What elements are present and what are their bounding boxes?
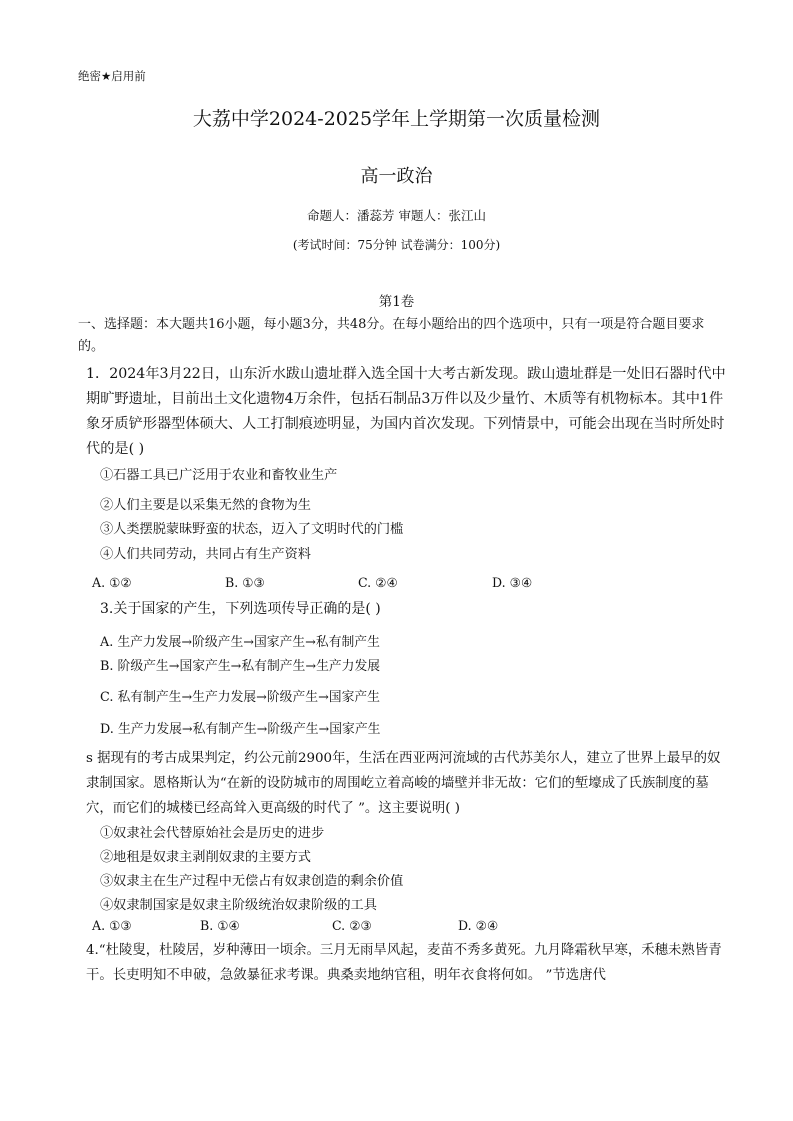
question-3-option-a: A. 生产力发展→阶级产生→国家产生→私有制产生: [100, 635, 380, 650]
question-1-stem: 1．2024年3月22日，山东沂水跋山遗址群入选全国十大考古新发现。跋山遗址群是一处旧石器时代中期旷野遗址，目前出土文化遗物4万余件，包括石制品3万件以及少量竹、木质等有机物标本。其中1件象牙质铲形器型体硕大、人工打制痕迹明显，为国内首次发现。下列情景中，可能会出现在当时所处时代的是( ): [86, 366, 726, 457]
confidential-label: 绝密★启用前: [78, 69, 146, 83]
question-1-option-b: B. ①③: [225, 575, 265, 590]
question-1-option-c: C. ②④: [358, 575, 398, 590]
question-1-item-3: ③人类摆脱蒙昧野蛮的状态，迈入了文明时代的门槛: [100, 522, 404, 537]
question-s-option-b: B. ①④: [200, 918, 240, 933]
question-3-option-b: B. 阶级产生→国家产生→私有制产生→生产力发展: [100, 659, 381, 674]
question-s-option-c: C. ②③: [332, 918, 372, 933]
question-3-stem: 3.关于国家的产生，下列选项传导正确的是( ): [100, 601, 381, 617]
question-s-option-a: A. ①③: [92, 918, 132, 933]
exam-title: 大荔中学2024-2025学年上学期第一次质量检测: [192, 108, 601, 130]
question-1-item-2: ②人们主要是以采集无然的食物为生: [100, 498, 311, 513]
question-1-item-4: ④人们共同劳动，共同占有生产资料: [100, 547, 311, 562]
section-instructions: 一、选择题：本大题共16小题，每小题3分，共48分。在每小题给出的四个选项中，只有一项是符合题目要求的。: [78, 317, 705, 354]
question-1-item-1: ①石器工具已广泛用于农业和畜牧业生产: [100, 468, 338, 483]
question-s-item-3: ③奴隶主在生产过程中无偿占有奴隶创造的剩余价值: [100, 874, 404, 889]
question-s-option-d: D. ②④: [458, 918, 499, 933]
question-s-item-2: ②地租是奴隶主剥削奴隶的主要方式: [100, 850, 311, 865]
exam-time-info: (考试时间：75分钟 试卷满分：100分): [292, 238, 501, 252]
question-s-item-4: ④奴隶制国家是奴隶主阶级统治奴隶阶级的工具: [100, 898, 377, 913]
question-3-option-d: D. 生产力发展→私有制产生→阶级产生→国家产生: [100, 722, 381, 737]
question-1-option-d: D. ③④: [492, 575, 533, 590]
question-4-stem: 4.“杜陵叟，杜陵居，岁种薄田一顷余。三月无雨旱风起，麦苗不秀多黄死。九月降霜秋早寒，禾穗未熟皆青干。长吏明知不申破，急敛暴征求考课。典桑卖地纳官租，明年衣食将何如。 ”节选唐代: [86, 943, 722, 983]
exam-authors: 命题人：潘蕊芳 审题人：张江山: [307, 208, 486, 223]
question-s-stem: s 据现有的考古成果判定，约公元前2900年，生活在西亚两河流域的古代苏美尔人，建立了世界上最早的奴隶制国家。恩格斯认为“在新的设防城市的周围屹立着高峻的墙壁并非无故：它们的堑壕成了氏族制度的墓穴，而它们的城楼已经高耸入更高级的时代了 ”。这主要说明( ): [86, 751, 721, 816]
question-1-option-a: A. ①②: [92, 575, 132, 590]
question-s-item-1: ①奴隶社会代替原始社会是历史的进步: [100, 826, 325, 841]
volume-heading: 第1卷: [378, 294, 415, 310]
exam-subject: 高一政治: [360, 166, 433, 187]
question-3-option-c: C. 私有制产生→生产力发展→阶级产生→国家产生: [100, 690, 380, 705]
